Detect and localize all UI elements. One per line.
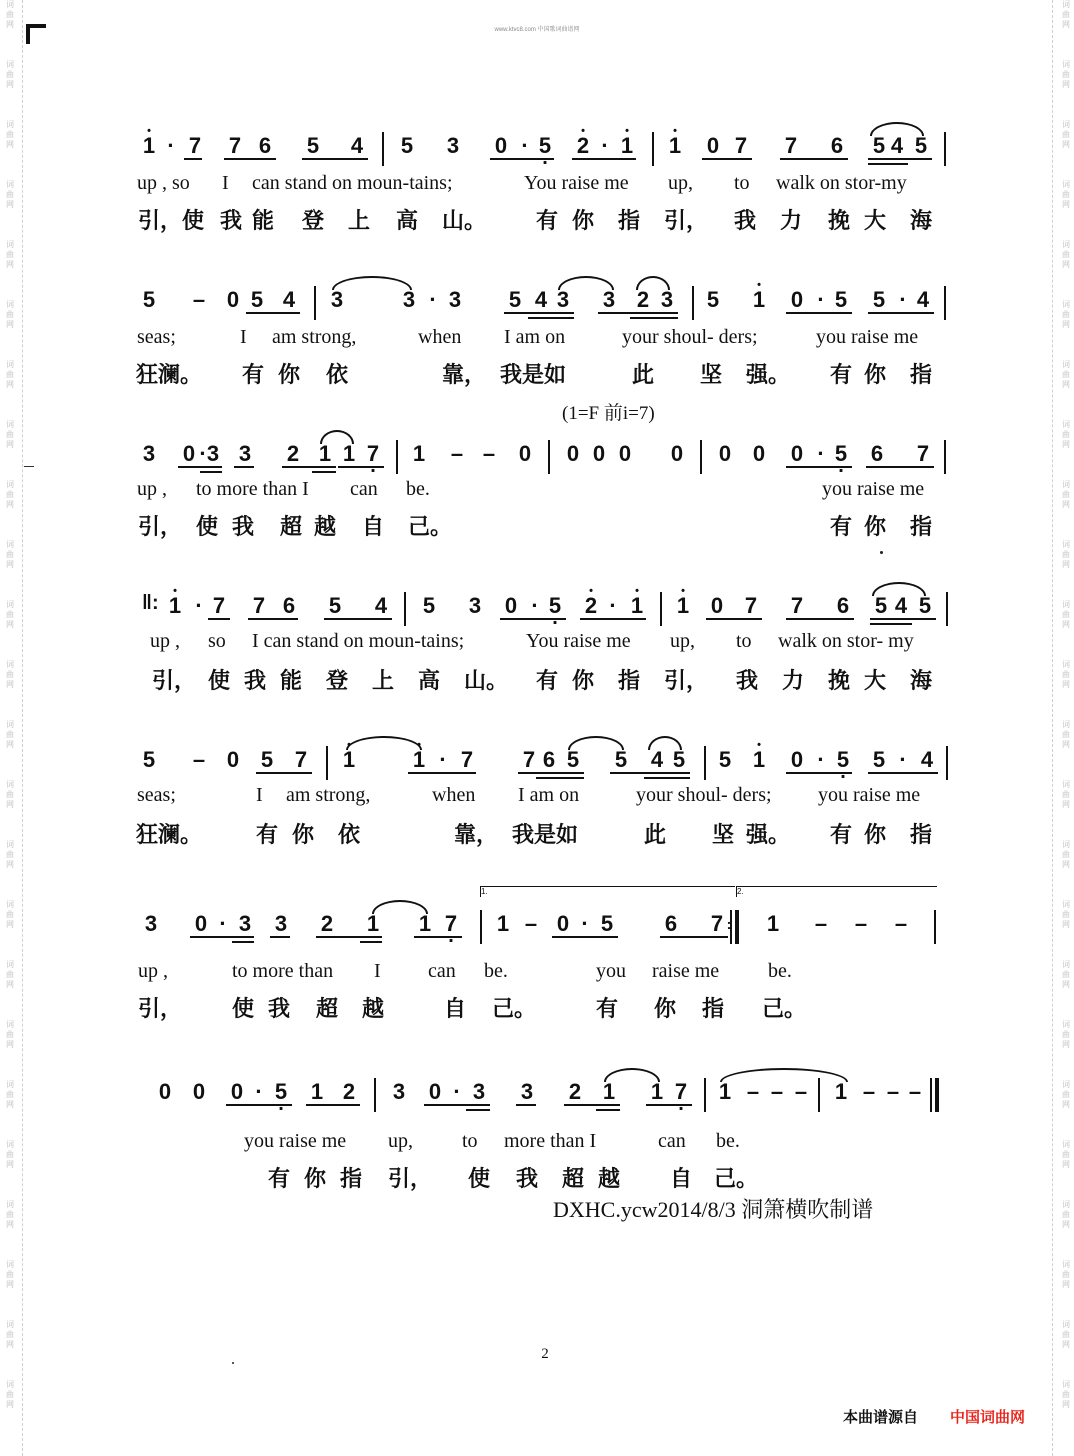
watermark-glyph-group: 词 曲 网 [1062, 240, 1070, 269]
watermark-glyph-group: 词 曲 网 [6, 0, 14, 29]
left-edge-line [22, 0, 23, 1456]
watermark-glyph-group: 词 曲 网 [6, 780, 14, 809]
watermark-glyph-group: 词 曲 网 [6, 1140, 14, 1169]
watermark-glyph-group: 词 曲 网 [6, 900, 14, 929]
watermark-glyph-group: 词 曲 网 [6, 300, 14, 329]
notation-line: 0 0 0 · 5 . 1 2 3 0 · 3 3 2 1 1 7 . 1 – – – 1 – – – [0, 1078, 1074, 1114]
watermark-glyph-group: 词 曲 网 [6, 540, 14, 569]
notation-line: 3 0 · 3 3 2 1 1 7 . 1 – 0 · 5 6 7 : 1 – – – [0, 910, 1074, 946]
second-ending-label: 2. [737, 887, 744, 896]
watermark-glyph-group: 词 曲 网 [1062, 1320, 1070, 1349]
watermark-glyph-group: 词 曲 网 [1062, 300, 1070, 329]
left-watermark-column [0, 0, 20, 1456]
watermark-glyph-group: 词 曲 网 [1062, 960, 1070, 989]
notation-line: 5 – 0 5 4 3 3 · 3 5 4 3 3 2 3 5 • 1 0 · 5 5 · 4 [0, 286, 1074, 322]
watermark-glyph-group: 词 曲 网 [1062, 840, 1070, 869]
watermark-glyph-group: 词 曲 网 [6, 1200, 14, 1229]
watermark-glyph-group: 词 曲 网 [6, 1380, 14, 1409]
right-watermark-column [1056, 0, 1074, 1456]
watermark-glyph-group: 词 曲 网 [1062, 120, 1070, 149]
right-edge-line [1052, 0, 1053, 1456]
watermark-glyph-group: 词 曲 网 [6, 480, 14, 509]
watermark-glyph-group: 词 曲 网 [1062, 1200, 1070, 1229]
watermark-glyph-group: 词 曲 网 [6, 960, 14, 989]
first-ending-label: 1. [481, 887, 488, 896]
source-site-link[interactable]: 中国词曲网 [950, 1408, 1026, 1426]
key-change-note: (1=F 前i=7) [562, 403, 655, 424]
watermark-glyph-group: 词 曲 网 [1062, 900, 1070, 929]
watermark-glyph-group: 词 曲 网 [1062, 780, 1070, 809]
watermark-glyph-group: 词 曲 网 [1062, 540, 1070, 569]
watermark-glyph-group: 词 曲 网 [6, 1320, 14, 1349]
ink-speck [880, 551, 883, 554]
arranger-signature: DXHC.ycw2014/8/3 洞箫横吹制谱 [553, 1197, 874, 1222]
notation-line: ‖: • 1 · 7 7 6 5 4 5 3 0 · 5 . • 2 · • 1 • 1 0 7 7 6 5 4 5 [0, 592, 1074, 628]
watermark-glyph-group: 词 曲 网 [6, 420, 14, 449]
second-ending-bracket [736, 886, 937, 897]
notation-line: • 1 · 7 7 6 5 4 5 3 0 · 5 . • 2 · • 1 • 1 0 7 7 6 5 4 5 [0, 132, 1074, 168]
watermark-glyph-group: 词 曲 网 [1062, 1260, 1070, 1289]
watermark-glyph-group: 词 曲 网 [6, 1260, 14, 1289]
watermark-glyph-group: 词 曲 网 [6, 360, 14, 389]
watermark-glyph-group: 词 曲 网 [6, 660, 14, 689]
watermark-glyph-group: 词 曲 网 [1062, 60, 1070, 89]
watermark-glyph-group: 词 曲 网 [6, 1020, 14, 1049]
watermark-glyph-group: 词 曲 网 [1062, 480, 1070, 509]
watermark-glyph-group: 词 曲 网 [1062, 180, 1070, 209]
watermark-glyph-group: 词 曲 网 [1062, 0, 1070, 29]
first-ending-bracket [480, 886, 735, 897]
watermark-glyph-group: 词 曲 网 [1062, 1080, 1070, 1109]
ink-speck [232, 1362, 234, 1364]
watermark-glyph-group: 词 曲 网 [6, 120, 14, 149]
source-label: 本曲谱源自 [843, 1408, 919, 1426]
watermark-glyph-group: 词 曲 网 [6, 600, 14, 629]
watermark-glyph-group: 词 曲 网 [6, 840, 14, 869]
watermark-glyph-group: 词 曲 网 [6, 60, 14, 89]
watermark-glyph-group: 词 曲 网 [1062, 1020, 1070, 1049]
watermark-glyph-group: 词 曲 网 [1062, 660, 1070, 689]
watermark-glyph-group: 词 曲 网 [6, 1080, 14, 1109]
page-number: 2 [541, 1346, 549, 1362]
notation-line: 5 – 0 5 7 • 1 • 1 · 7 7 6 5 5 4 5 5 • 1 0 · 5 . 5 · 4 [0, 746, 1074, 782]
watermark-glyph-group: 词 曲 网 [1062, 1380, 1070, 1409]
watermark-glyph-group: 词 曲 网 [1062, 420, 1070, 449]
watermark-glyph-group: 词 曲 网 [6, 180, 14, 209]
header-tiny-text: www.ktvc8.com 中国歌词曲谱网 [494, 27, 580, 33]
watermark-glyph-group: 词 曲 网 [1062, 600, 1070, 629]
watermark-glyph-group: 词 曲 网 [1062, 720, 1070, 749]
watermark-glyph-group: 词 曲 网 [1062, 360, 1070, 389]
notation-line: 3 0 · 3 3 2 1 1 7 . 1 – – 0 0 0 0 0 0 0 0 · 5 . 6 7 [0, 440, 1074, 476]
watermark-glyph-group: 词 曲 网 [6, 240, 14, 269]
watermark-glyph-group: 词 曲 网 [1062, 1140, 1070, 1169]
watermark-glyph-group: 词 曲 网 [6, 720, 14, 749]
